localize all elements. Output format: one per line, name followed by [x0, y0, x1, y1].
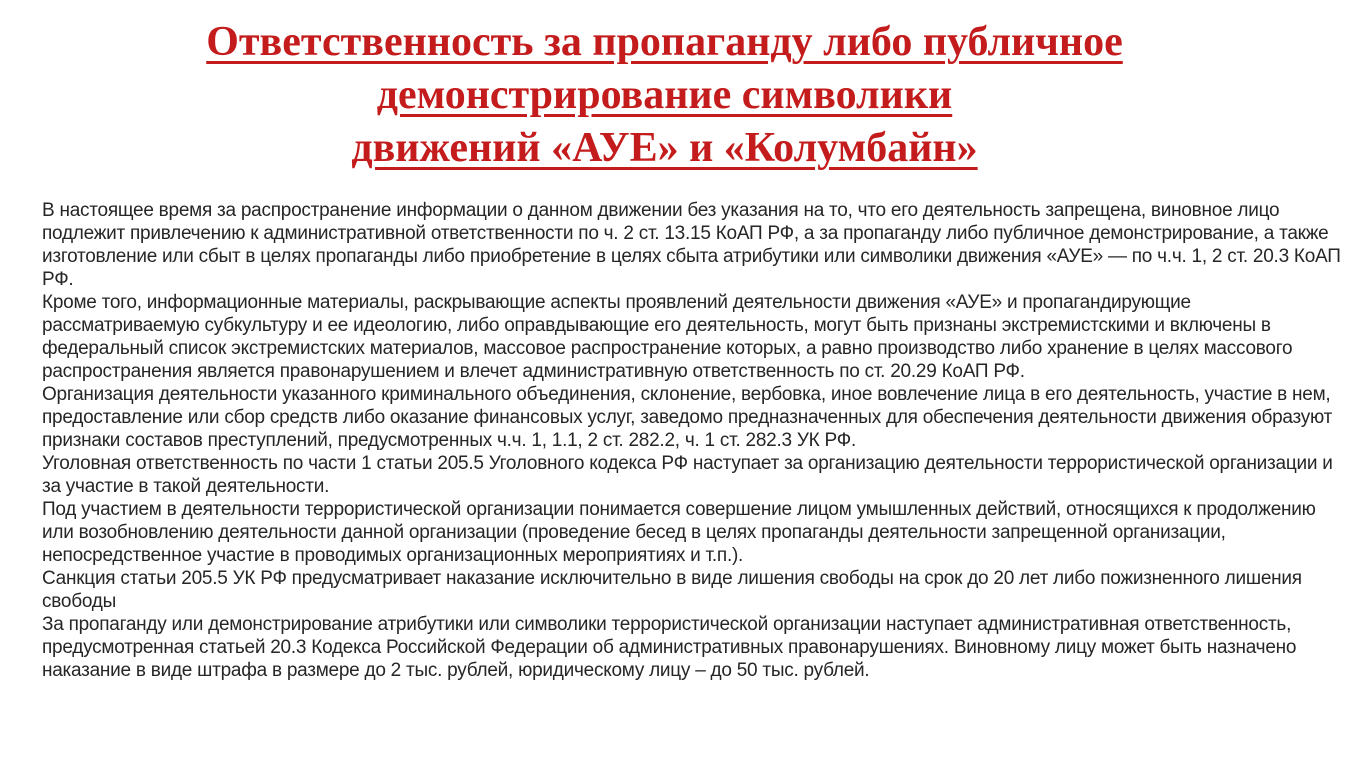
- title-line-2: демонстрирование символики: [376, 72, 953, 118]
- paragraph-participation-definition: Под участием в деятельности террористической организации понимается совершение лицом умышленных действий, относящихся к продолжению или возобновлению деятельности данной организации (проведение бесед в целях пропаганды деятельности запрещенной организации, непосредственное участие в проводимых организационных мероприятиях и т.п.).: [42, 499, 1316, 566]
- page-title: [42, 16, 1287, 175]
- paragraph-liability-koap: В настоящее время за распространение информации о данном движении без указания на то, что его деятельность запрещена, виновное лицо подлежит привлечению к административной ответственности по ч. 2 ст. 13.15 КоАП РФ, а за пропаганду либо публичное демонстрирование, а также изготовление или сбыт в целях пропаганды либо приобретение в целях сбыта атрибутики или символики движения «АУЕ» — по ч.ч. 1, 2 ст. 20.3 КоАП РФ.: [42, 200, 1341, 290]
- paragraph-sanction: Санкция статьи 205.5 УК РФ предусматривает наказание исключительно в виде лишения свободы на срок до 20 лет либо пожизненного лишения свободы: [42, 568, 1302, 612]
- title-line-3: движений «АУЕ» и «Колумбайн»: [351, 125, 978, 171]
- body-text: [42, 199, 1342, 682]
- title-line-1: Ответственность за пропаганду либо публичное: [206, 19, 1123, 65]
- paragraph-criminal-liability: Уголовная ответственность по части 1 статьи 205.5 Уголовного кодекса РФ наступает за организацию деятельности террористической организации и за участие в такой деятельности.: [42, 453, 1333, 497]
- paragraph-fines: За пропаганду или демонстрирование атрибутики или символики террористической организации наступает административная ответственность, предусмотренная статьей 20.3 Кодекса Российской Федерации об административных правонарушениях. Виновному лицу может быть назначено наказание в виде штрафа в размере до 2 тыс. рублей, юридическому лицу – до 50 тыс. рублей.: [42, 614, 1297, 681]
- paragraph-criminal-association: Организация деятельности указанного криминального объединения, склонение, вербовка, иное вовлечение лица в его деятельность, участие в нем, предоставление или сбор средств либо оказание финансовых услуг, заведомо предназначенных для обеспечения деятельности движения образуют признаки составов преступлений, предусмотренных ч.ч. 1, 1.1, 2 ст. 282.2, ч. 1 ст. 282.3 УК РФ.: [42, 384, 1333, 451]
- paragraph-extremist-materials: Кроме того, информационные материалы, раскрывающие аспекты проявлений деятельности движения «АУЕ» и пропагандирующие рассматриваемую субкультуру и ее идеологию, либо оправдывающие его деятельность, могут быть признаны экстремистскими и включены в федеральный список экстремистских материалов, массовое распространение которых, а равно производство либо хранение в целях массового распространения является правонарушением и влечет административную ответственность по ст. 20.29 КоАП РФ.: [42, 292, 1293, 382]
